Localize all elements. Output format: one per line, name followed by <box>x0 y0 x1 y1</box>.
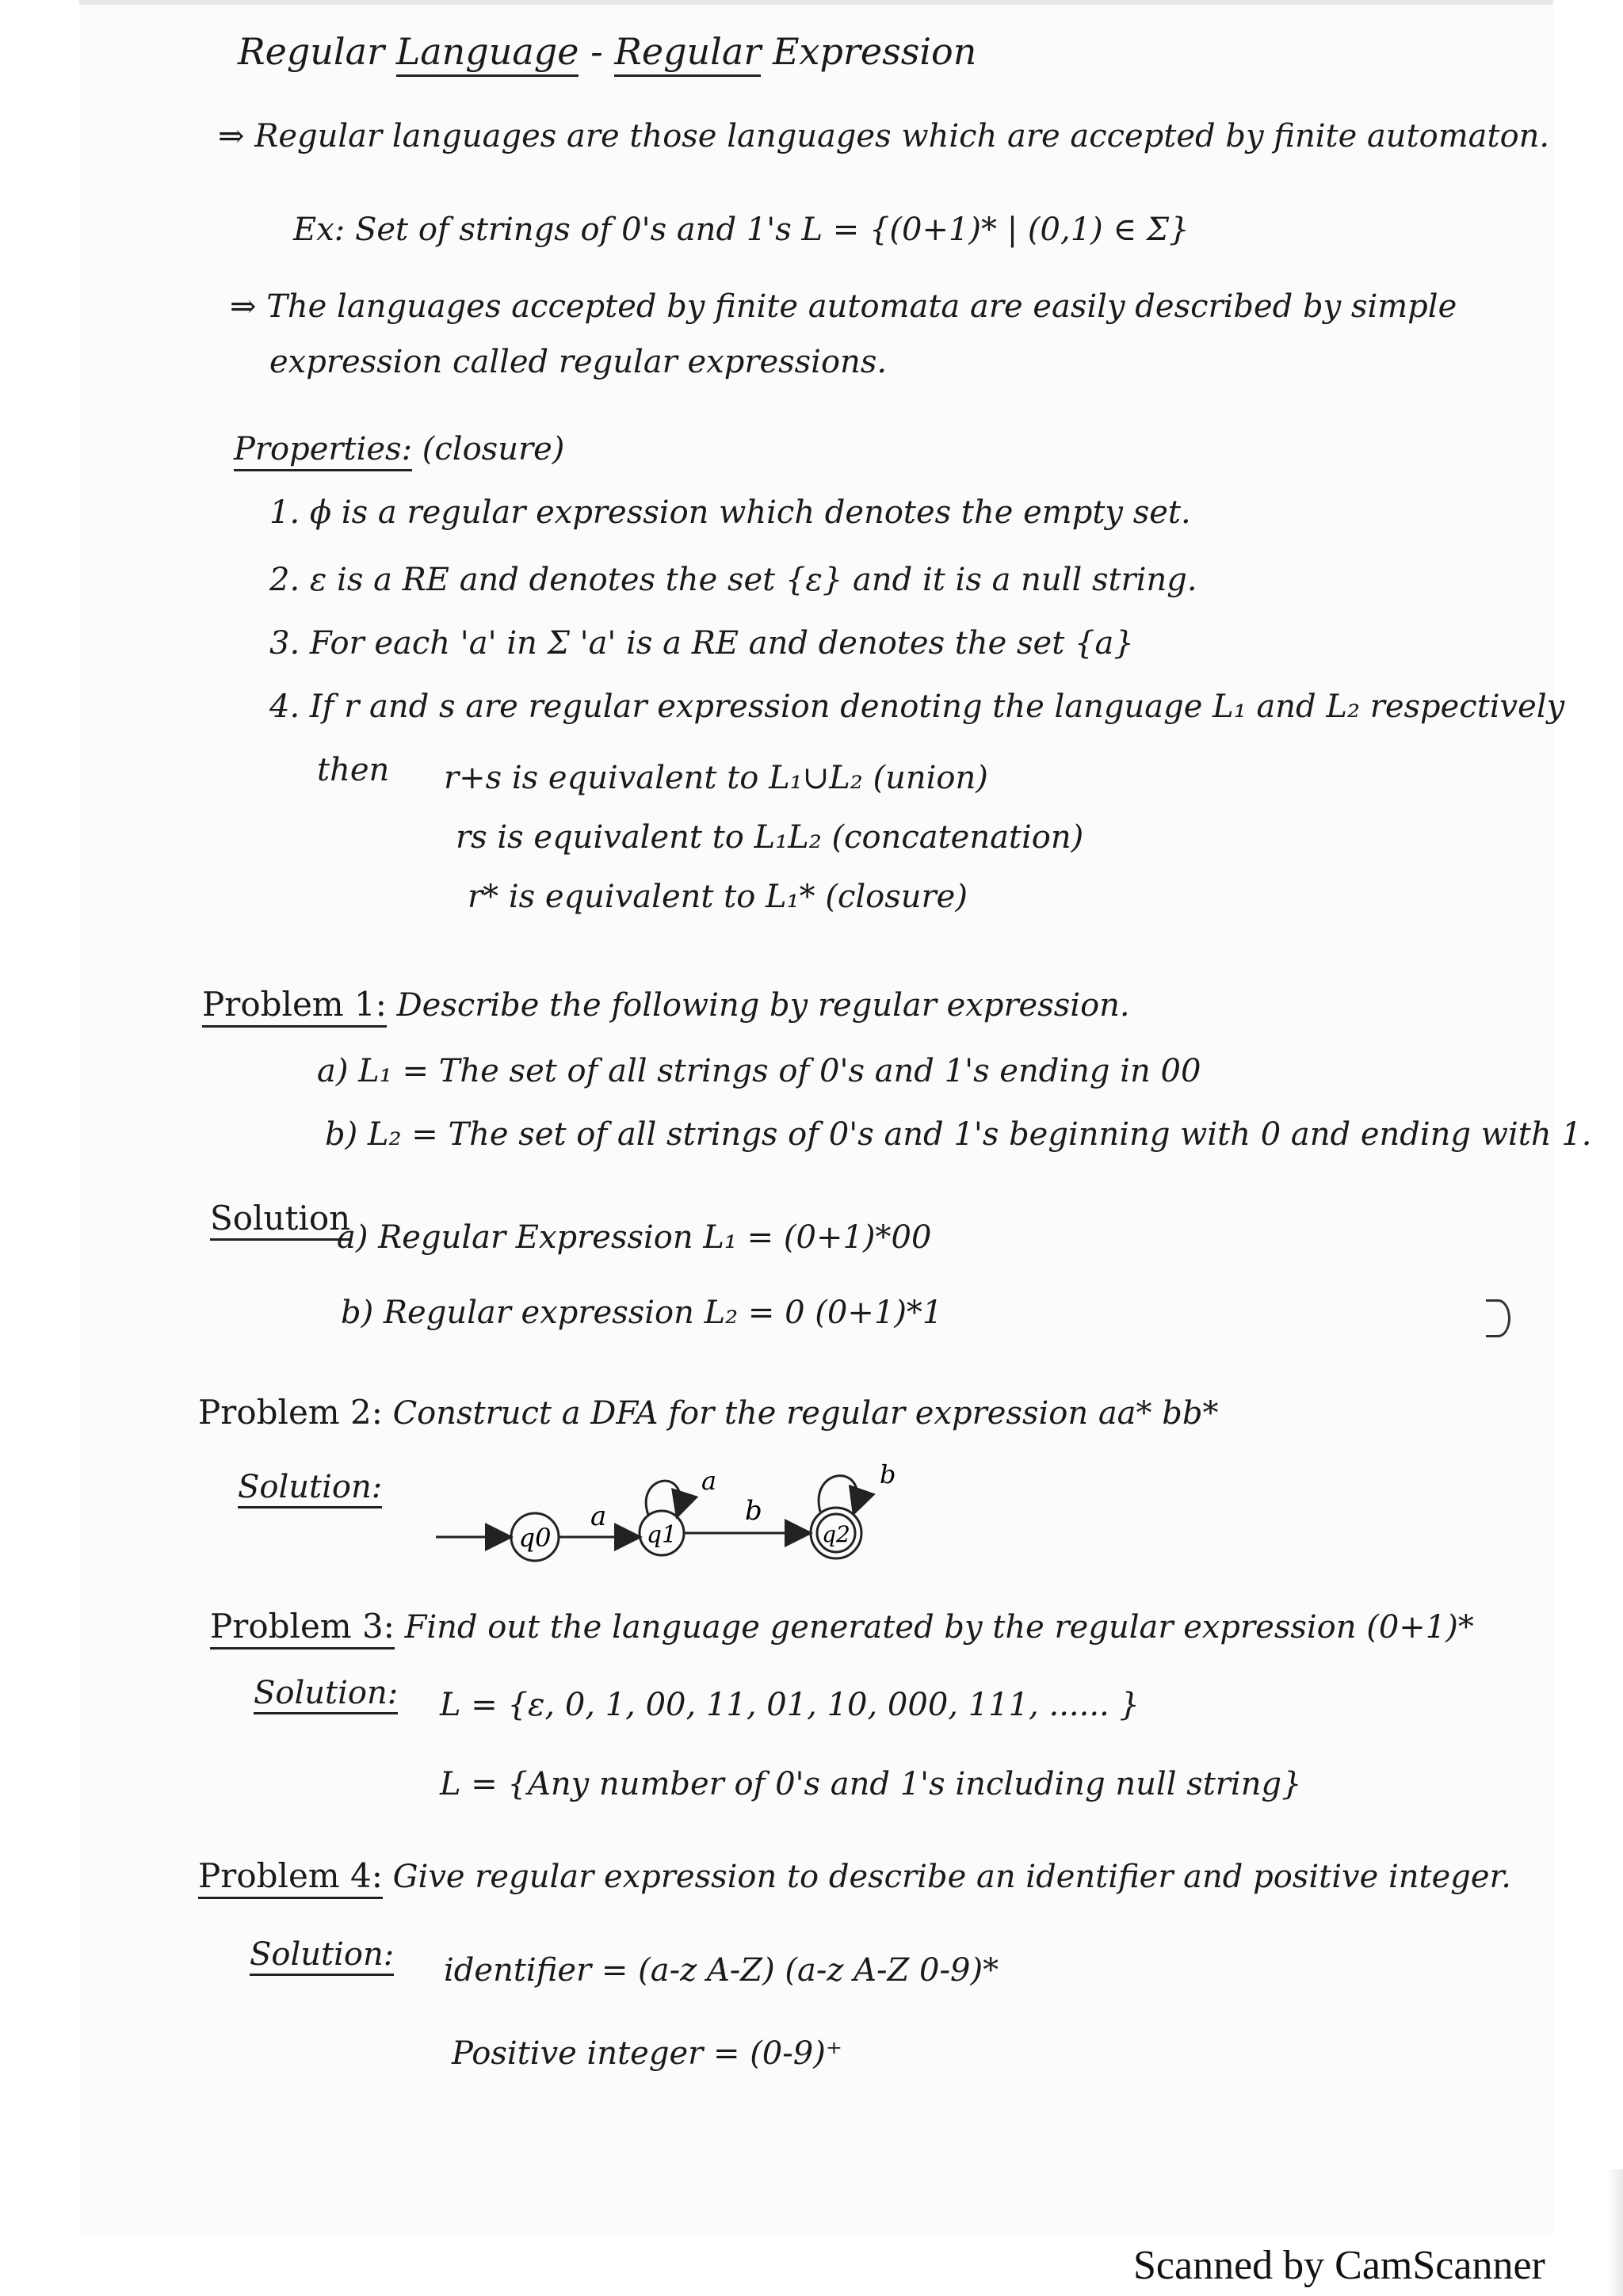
title-word-expression: Expression <box>772 30 977 73</box>
page-top-edge <box>79 0 1553 5</box>
state-q2-label: q2 <box>822 1521 850 1547</box>
problem-2 <box>198 1394 1218 1431</box>
then-item: r+s is equivalent to L₁∪L₂ (union) <box>444 760 988 796</box>
edge-q0-q1-label: a <box>590 1501 607 1532</box>
problem-4-text: Give regular expression to describe an identifier and positive integer. <box>392 1859 1511 1895</box>
edge-q1-q2-label: b <box>745 1495 762 1527</box>
problem-2-solution-label: Solution: <box>238 1470 382 1508</box>
problem-4-positive-integer: Positive integer = (0-9)⁺ <box>452 2035 842 2072</box>
properties-heading <box>234 432 564 467</box>
title-dash: - <box>590 30 603 73</box>
problem-3-solution-line-2: L = {Any number of 0's and 1's including null string} <box>440 1766 1302 1802</box>
loop-q2-label: b <box>880 1459 896 1489</box>
problem-4-solution-label: Solution: <box>250 1937 394 1976</box>
problem-1-label: Problem 1: <box>202 985 387 1028</box>
title-word-regular-2: Regular <box>614 30 761 77</box>
property-item: 4. If r and s are regular expression denoting the language L₁ and L₂ respectively <box>269 688 1565 725</box>
intro-line-1: ⇒ Regular languages are those languages which are accepted by finite automaton. <box>218 118 1550 154</box>
problem-1-text: Describe the following by regular expression. <box>396 987 1130 1024</box>
state-q0-label: q0 <box>518 1523 552 1553</box>
title-word-language: Language <box>396 30 579 77</box>
problem-3 <box>210 1608 1474 1645</box>
problem-4 <box>198 1858 1511 1894</box>
title-word-regular: Regular <box>238 30 385 73</box>
problem-4-label: Problem 4: <box>198 1856 383 1899</box>
page-title <box>238 32 976 72</box>
problem-1-solution-a: a) Regular Expression L₁ = (0+1)*00 <box>337 1219 932 1256</box>
loop-q1-label: a <box>701 1466 717 1496</box>
page-edge-shadow <box>1607 2169 1623 2296</box>
problem-2-label: Problem 2: <box>198 1393 383 1432</box>
properties-label: Properties: <box>234 431 412 471</box>
margin-mark <box>1486 1299 1510 1337</box>
properties-note: (closure) <box>422 431 565 467</box>
property-item: 2. ε is a RE and denotes the set {ε} and it is a null string. <box>269 562 1197 598</box>
problem-3-solution-line-1: L = {ε, 0, 1, 00, 11, 01, 10, 000, 111, ...... } <box>440 1687 1140 1723</box>
problem-1-part-b: b) L₂ = The set of all strings of 0's and 1's beginning with 0 and ending with 1. <box>325 1116 1592 1153</box>
problem-3-label: Problem 3: <box>210 1607 395 1650</box>
scanner-footer: Scanned by CamScanner <box>1133 2243 1545 2288</box>
then-item: rs is equivalent to L₁L₂ (concatenation) <box>456 819 1084 856</box>
loop-q2 <box>819 1476 857 1512</box>
then-label: then <box>317 752 390 788</box>
problem-3-solution-label: Solution: <box>254 1676 398 1714</box>
then-item: r* is equivalent to L₁* (closure) <box>468 879 968 915</box>
intro-line-3: ⇒ The languages accepted by finite automata are easily described by simple <box>230 288 1457 325</box>
problem-3-text: Find out the language generated by the regular expression (0+1)* <box>404 1609 1474 1646</box>
problem-1 <box>202 986 1130 1023</box>
property-item: 3. For each 'a' in Σ 'a' is a RE and denotes the set {a} <box>269 625 1134 662</box>
state-q1-label: q1 <box>646 1521 678 1549</box>
dfa-diagram <box>420 1434 911 1577</box>
problem-1-part-a: a) L₁ = The set of all strings of 0's and 1's ending in 00 <box>317 1053 1201 1089</box>
intro-line-4: expression called regular expressions. <box>269 344 888 380</box>
problem-1-solution-b: b) Regular expression L₂ = 0 (0+1)*1 <box>341 1295 943 1331</box>
intro-example: Ex: Set of strings of 0's and 1's L = {(0+1)* | (0,1) ∈ Σ} <box>293 212 1190 248</box>
property-item: 1. ϕ is a regular expression which denotes the empty set. <box>269 494 1191 531</box>
problem-4-identifier: identifier = (a-z A-Z) (a-z A-Z 0-9)* <box>444 1952 999 1989</box>
problem-1-solution-label: Solution <box>210 1200 350 1241</box>
problem-2-text: Construct a DFA for the regular expression aa* bb* <box>392 1395 1219 1432</box>
